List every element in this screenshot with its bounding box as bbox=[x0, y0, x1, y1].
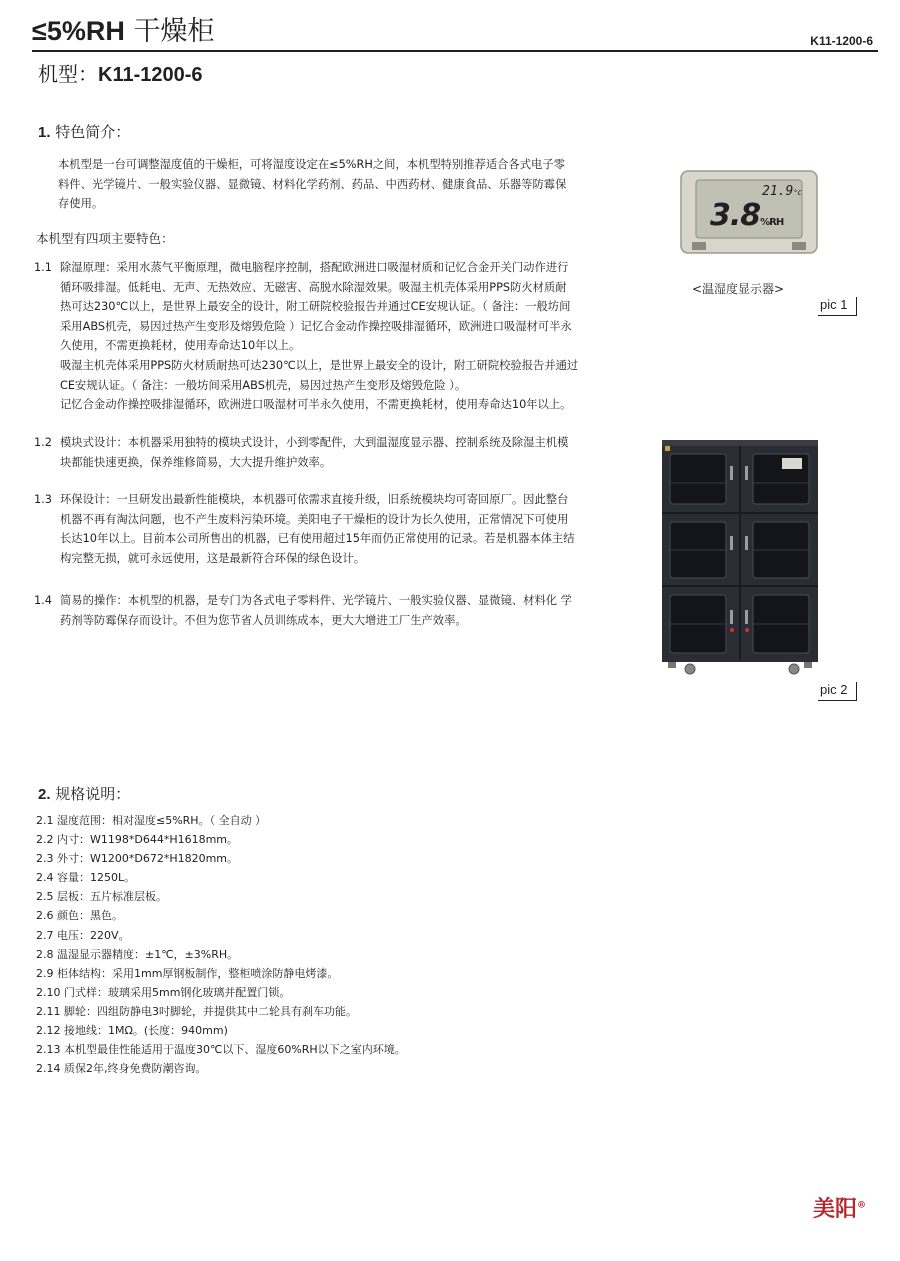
feature-line: 模块式设计：本机器采用独特的模块式设计，小到零配件，大到温湿度显示器、控制系统及除湿主机模 bbox=[60, 436, 569, 449]
registered-mark: ® bbox=[857, 1200, 866, 1211]
spec-item: 2.3 外寸：W1200*D672*H1820mm。 bbox=[36, 852, 239, 866]
feature-line: CE安规认证。（ 备注：一般坊间采用ABS机壳，易因过热产生变形及熔毁危险 ）。 bbox=[60, 378, 467, 392]
feature-line: 块都能快速更换，保养维修简易，大大提升维护效率。 bbox=[60, 455, 332, 469]
intro-line: 存使用。 bbox=[58, 197, 104, 211]
document-title bbox=[32, 14, 214, 49]
title-suffix: 干燥柜 bbox=[133, 16, 215, 47]
section2-heading bbox=[38, 784, 130, 805]
feature-num: 1.2 bbox=[34, 436, 52, 449]
features-heading: 本机型有四项主要特色： bbox=[36, 231, 174, 246]
feature-item bbox=[34, 258, 614, 415]
spec-item: 2.11 脚轮：四组防静电3吋脚轮，并提供其中二轮具有刹车功能。 bbox=[36, 1004, 357, 1018]
spec-item: 2.10 门式样：玻璃采用5mm钢化玻璃并配置门锁。 bbox=[36, 985, 291, 999]
feature-item bbox=[34, 490, 614, 568]
section2-title: 规格说明： bbox=[55, 785, 131, 803]
header-rule bbox=[32, 50, 878, 52]
feature-line: 吸湿主机壳体采用PPS防火材质耐热可达230℃以上，是世界上最安全的设计，附工研院校验报告并通过 bbox=[60, 358, 579, 372]
model-line bbox=[38, 61, 203, 88]
spec-item: 2.9 柜体结构：采用1mm厚钢板制作，整柜喷涂防静电烤漆。 bbox=[36, 966, 339, 980]
section1-num: 1. bbox=[38, 124, 51, 141]
section1-heading bbox=[38, 122, 130, 143]
temp-value: 21.9 bbox=[762, 184, 794, 199]
model-value: K11-1200-6 bbox=[98, 64, 203, 86]
feature-line: 构完整无损，就可永远使用，这是最新符合环保的绿色设计。 bbox=[60, 551, 366, 565]
dry-cabinet-image bbox=[660, 438, 820, 676]
rh-value: 3.8 bbox=[710, 198, 761, 233]
spec-item: 2.6 颜色：黑色。 bbox=[36, 909, 123, 923]
feature-line: 循环吸排湿。低耗电、无声、无热效应、无磁害、高脱水除湿效果。吸湿主机壳体采用PPS防火材质耐 bbox=[60, 280, 567, 294]
spec-item: 2.2 内寸：W1198*D644*H1618mm。 bbox=[36, 833, 239, 847]
feature-line: 久使用，不需更换耗材，使用寿命达10年以上。 bbox=[60, 339, 301, 353]
spec-item: 2.12 接地线：1MΩ。(长度：940mm) bbox=[36, 1024, 228, 1038]
hygrometer-image bbox=[680, 170, 818, 254]
feature-line: 记忆合金动作操控吸排湿循环，欧洲进口吸湿材可半永久使用，不需更换耗材，使用寿命达10年以上。 bbox=[60, 398, 572, 412]
intro-line: 本机型是一台可调整湿度值的干燥柜，可将湿度设定在≤5%RH之间，本机型特别推荐适合各式电子零 bbox=[58, 158, 565, 171]
spec-item: 2.4 容量：1250L。 bbox=[36, 871, 136, 885]
feature-num: 1.1 bbox=[34, 261, 52, 274]
section1-intro bbox=[58, 155, 618, 214]
rh-unit: %RH bbox=[760, 217, 784, 228]
feature-line: 采用ABS机壳，易因过热产生变形及熔毁危险 ）记忆合金动作操控吸排湿循环，欧洲进口吸湿材可半永 bbox=[60, 319, 572, 333]
section2-num: 2. bbox=[38, 786, 51, 803]
temp-unit: °C bbox=[793, 189, 802, 197]
header-model-code: K11-1200-6 bbox=[810, 34, 873, 48]
spec-item: 2.5 层板：五片标准层板。 bbox=[36, 890, 167, 904]
feature-line: 机器不再有淘汰问题，也不产生废料污染环境。美阳电子干燥柜的设计为长久使用，正常情况下可使用 bbox=[60, 512, 569, 526]
spec-item: 2.8 温湿显示器精度：±1℃，±3%RH。 bbox=[36, 947, 239, 961]
feature-item bbox=[34, 591, 614, 630]
spec-list bbox=[36, 811, 406, 1078]
title-prefix: ≤5%RH bbox=[32, 16, 125, 46]
feature-num: 1.3 bbox=[34, 493, 52, 506]
feature-line: 热可达230℃以上，是世界上最安全的设计，附工研院校验报告并通过CE安规认证。（ 备注：一般坊间 bbox=[60, 300, 571, 314]
pic1-label-box bbox=[818, 297, 857, 316]
pic2-label-box bbox=[818, 682, 857, 701]
brand-logo bbox=[813, 1192, 866, 1223]
intro-line: 料件、光学镜片、一般实验仪器、显微镜、材料化学药剂、药品、中西药材、健康食品、乐器等防霉保 bbox=[58, 177, 567, 191]
temp-readout bbox=[762, 184, 802, 199]
feature-item bbox=[34, 433, 614, 472]
model-label: 机型： bbox=[38, 62, 98, 86]
rh-readout bbox=[710, 198, 783, 233]
spec-item: 2.1 湿度范围：相对湿度≤5%RH。（ 全自动 ） bbox=[36, 814, 267, 827]
feature-num: 1.4 bbox=[34, 594, 52, 607]
pic1-label: pic 1 bbox=[820, 297, 848, 312]
spec-item: 2.14 质保2年,终身免费防潮咨询。 bbox=[36, 1062, 207, 1076]
section1-title: 特色简介： bbox=[55, 123, 131, 141]
pic2-label: pic 2 bbox=[820, 682, 848, 697]
feature-line: 除湿原理：采用水蒸气平衡原理，微电脑程序控制，搭配欧洲进口吸湿材质和记忆合金开关门动作进行 bbox=[60, 261, 569, 274]
brand-logo-text: 美阳 bbox=[812, 1196, 857, 1222]
spec-item: 2.13 本机型最佳性能适用于温度30℃以下、湿度60%RH以下之室内环境。 bbox=[36, 1043, 406, 1057]
feature-line: 长达10年以上。目前本公司所售出的机器，已有使用超过15年而仍正常使用的记录。若是机器本体主结 bbox=[60, 532, 575, 546]
feature-line: 简易的操作：本机型的机器，是专门为各式电子零料件、光学镜片、一般实验仪器、显微镜、材料化 学 bbox=[60, 594, 572, 607]
feature-line: 药剂等防霉保存而设计。不但为您节省人员训练成本，更大大增进工厂生产效率。 bbox=[60, 613, 467, 627]
pic1-caption: <温湿度显示器> bbox=[692, 282, 785, 296]
feature-line: 环保设计：一旦研发出最新性能模块，本机器可依需求直接升级，旧系统模块均可寄回原厂。因此整台 bbox=[60, 493, 569, 506]
spec-item: 2.7 电压：220V。 bbox=[36, 928, 130, 942]
